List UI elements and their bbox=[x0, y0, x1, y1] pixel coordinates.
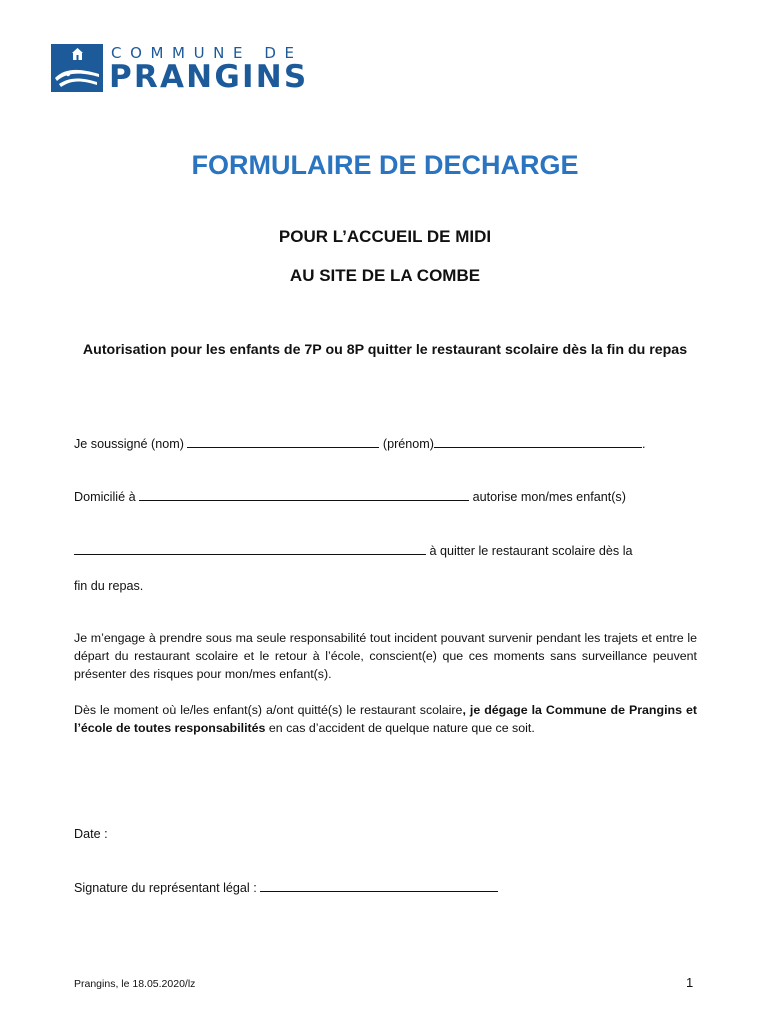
authorisation-heading: Autorisation pour les enfants de 7P ou 8P quitter le restaurant scolaire dès la fin du repas bbox=[82, 342, 688, 358]
name-label: Je soussigné (nom) bbox=[74, 437, 184, 451]
form-subtitle-2: AU SITE DE LA COMBE bbox=[289, 266, 481, 285]
logo-text-prangins: PRANGINS bbox=[109, 59, 309, 95]
name-line bbox=[74, 435, 646, 452]
prangins-emblem-icon bbox=[51, 44, 103, 92]
firstname-label: (prénom) bbox=[382, 437, 434, 451]
footer-place-date: Prangins, le 18.05.2020/lz bbox=[74, 978, 196, 990]
date-label: Date : bbox=[74, 827, 108, 841]
firstname-blank-field[interactable] bbox=[434, 435, 642, 448]
signature-blank-field[interactable] bbox=[260, 879, 498, 892]
domicile-line bbox=[74, 488, 626, 505]
domicile-label: Domicilié à bbox=[74, 490, 136, 504]
children-line bbox=[74, 542, 633, 559]
domicile-blank-field[interactable] bbox=[139, 488, 469, 501]
children-after-text: à quitter le restaurant scolaire dès la bbox=[429, 544, 633, 558]
signature-label: Signature du représentant légal : bbox=[74, 881, 257, 895]
signature-line bbox=[74, 879, 498, 896]
commune-logo bbox=[51, 44, 341, 96]
form-title: FORMULAIRE DE DECHARGE bbox=[191, 150, 579, 180]
logo-text-commune-de: COMMUNE DE bbox=[111, 44, 303, 62]
discharge-text-part3: en cas d’accident de quelque nature que ce soit. bbox=[265, 721, 535, 735]
children-continued-line: fin du repas. bbox=[74, 579, 144, 593]
responsibility-paragraph: Je m’engage à prendre sous ma seule responsabilité tout incident pouvant survenir pendant les trajets et entre le départ du restaurant scolaire et le retour à l’école, conscient(e) que ces moments sans surveillance peuvent présenter des risques pour mon/mes enfant(s). bbox=[74, 631, 697, 681]
name-blank-field[interactable] bbox=[187, 435, 379, 448]
domicile-after-text: autorise mon/mes enfant(s) bbox=[472, 490, 626, 504]
children-blank-field[interactable] bbox=[74, 542, 426, 555]
form-subtitle-1: POUR L’ACCUEIL DE MIDI bbox=[278, 227, 492, 246]
discharge-text-bold: , je dégage la Commune de Prangins et l’école de toutes responsabilités bbox=[74, 703, 697, 735]
discharge-text-part1: Dès le moment où le/les enfant(s) a/ont quitté(s) le restaurant scolaire bbox=[74, 703, 463, 717]
discharge-paragraph bbox=[74, 701, 697, 737]
firstname-end: . bbox=[642, 437, 646, 451]
page-number: 1 bbox=[686, 975, 694, 990]
